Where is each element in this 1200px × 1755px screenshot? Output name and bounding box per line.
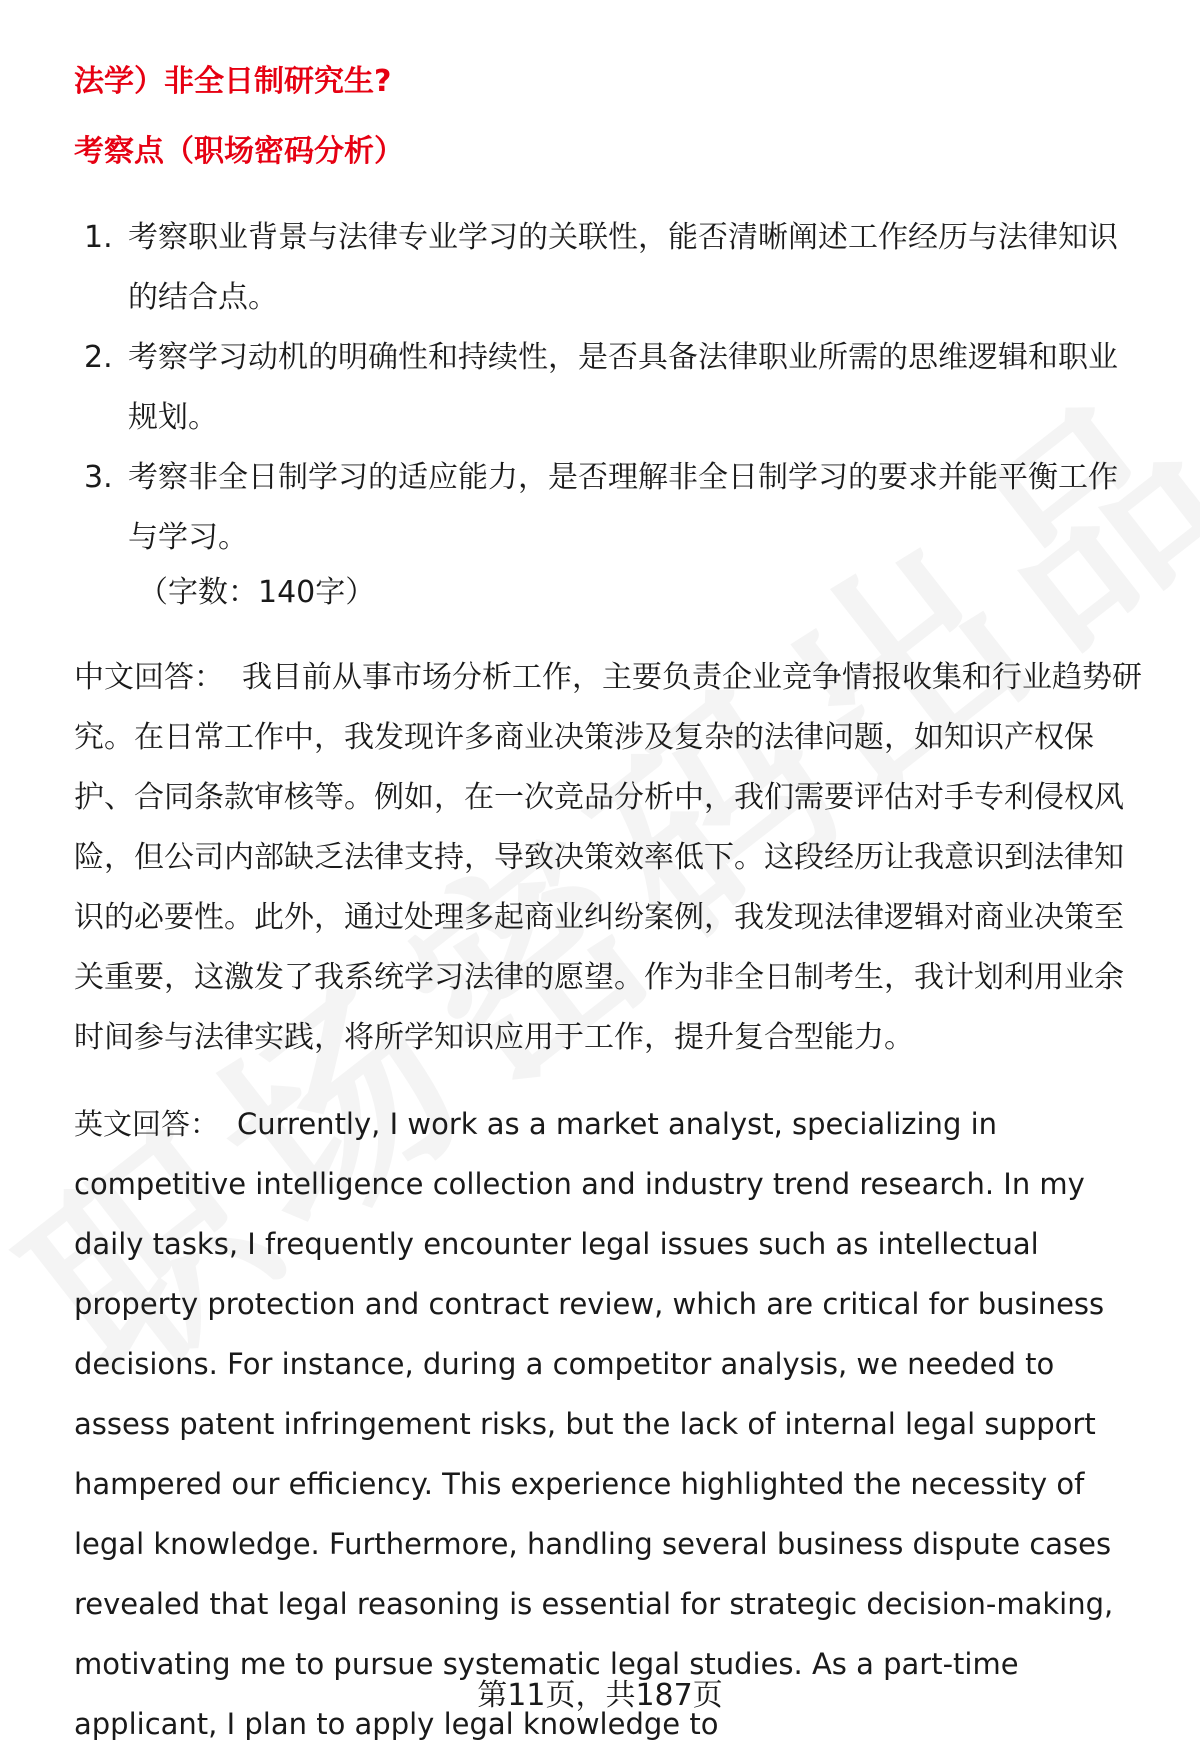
list-item-text: 考察非全日制学习的适应能力，是否理解非全日制学习的要求并能平衡工作与学习。 [128,460,1118,555]
chinese-answer [74,648,1149,1068]
chinese-answer-text: 我目前从事市场分析工作，主要负责企业竞争情报收集和行业趋势研究。在日常工作中，我发现许多商业决策涉及复杂的法律问题，如知识产权保护、合同条款审核等。例如，在一次竞品分析中，我们需要评估对手专利侵权风险，但公司内部缺乏法律支持，导致决策效率低下。这段经历让我意识到法律知识的必要性。此外，通过处理多起商业纠纷案例，我发现法律逻辑对商业决策至关重要，这激发了我系统学习法律的愿望。作为非全日制考生，我计划利用业余时间参与法律实践，将所学知识应用于工作，提升复合型能力。 [74,660,1142,1055]
list-item [74,448,1144,568]
word-count: （字数：140字） [138,575,376,610]
list-item [74,328,1144,448]
chinese-answer-label: 中文回答： [74,660,224,695]
exam-points-list [74,208,1144,568]
english-answer-text: Currently, I work as a market analyst, specializing in competitive intelligence collection and industry trend research. In my daily tasks, I frequently encounter legal issues such as intellectual property protection and contract review, which are critical for business decisions. For instance, during a competitor analysis, we needed to assess patent infringement risks, but the lack of internal legal support hampered our efficiency. This experience highlighted the necessity of legal knowledge. Furthermore, handling several business dispute cases revealed that legal reasoning is essential for strategic decision-making, motivating me to pursue systematic legal studies. As a part-time applicant, I plan to apply legal knowledge to [74,1107,1114,1741]
list-item [74,208,1144,328]
list-item-number: 1. [84,220,113,255]
page-number-footer: 第11页，共187页 [477,1678,723,1713]
list-item-number: 3. [84,460,113,495]
english-answer [74,1094,1149,1754]
list-item-text: 考察学习动机的明确性和持续性，是否具备法律职业所需的思维逻辑和职业规划。 [128,340,1118,435]
question-heading: 法学）非全日制研究生? [74,64,392,99]
exam-points-heading: 考察点（职场密码分析） [74,134,404,169]
list-item-text: 考察职业背景与法律专业学习的关联性，能否清晰阐述工作经历与法律知识的结合点。 [128,220,1118,315]
english-answer-label: 英文回答： [74,1107,220,1141]
list-item-number: 2. [84,340,113,375]
